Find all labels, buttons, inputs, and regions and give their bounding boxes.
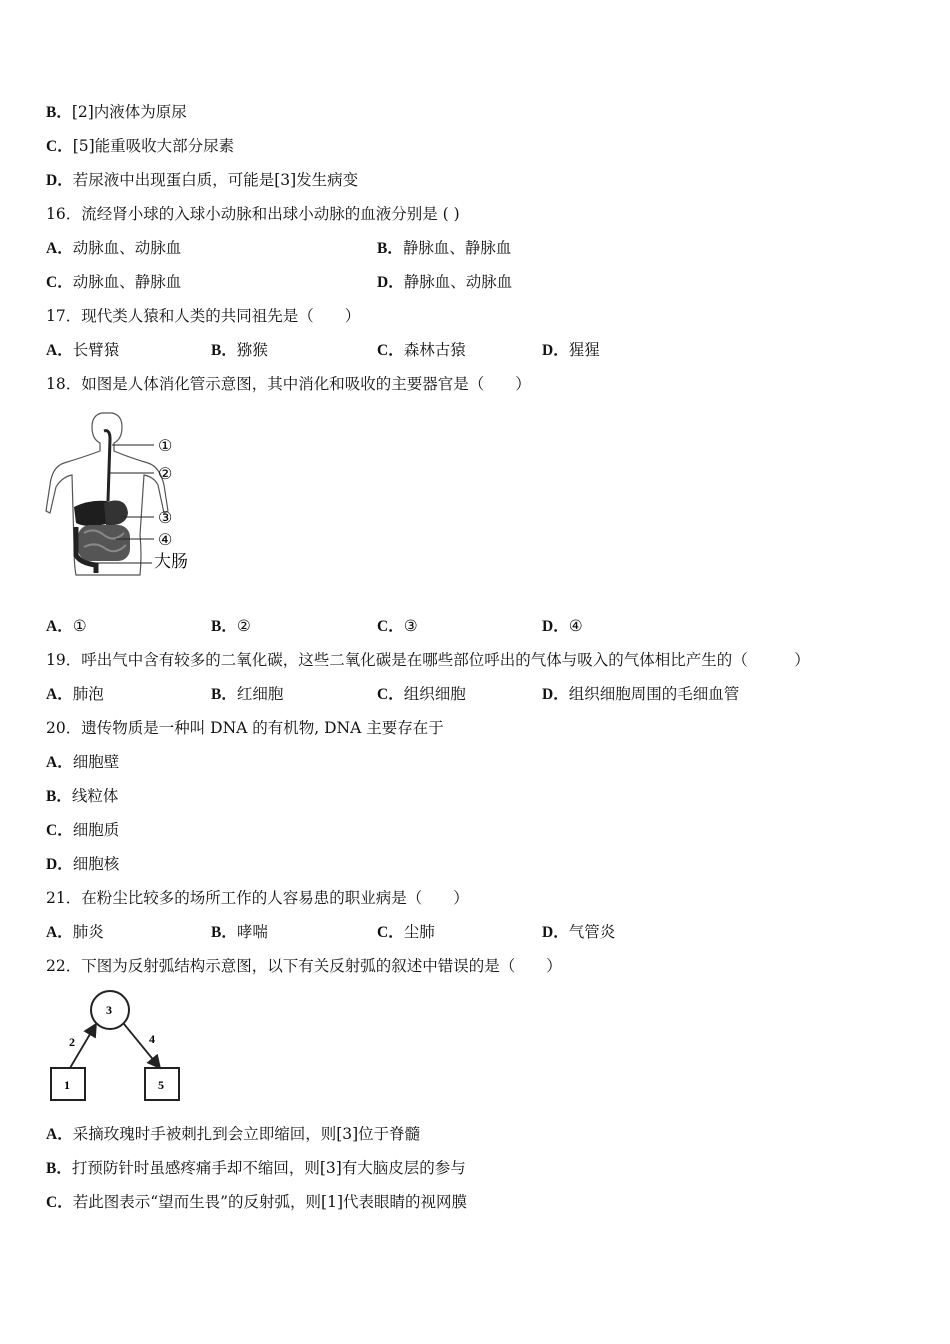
- q16-option-b: B．静脉血、静脉血: [377, 239, 512, 257]
- q15-option-b: B．[2]内液体为原尿: [46, 103, 187, 121]
- q16-stem: 16．流经肾小球的入球小动脉和出球小动脉的血液分别是 ( ): [46, 205, 460, 223]
- digestive-tract-figure: [44, 405, 204, 580]
- small-intestine: [78, 525, 130, 561]
- q15-option-c: C．[5]能重吸收大部分尿素: [46, 137, 235, 155]
- q21-option-d: D．气管炎: [542, 923, 616, 941]
- q17-stem: 17．现代类人猿和人类的共同祖先是（ ）: [46, 307, 361, 325]
- q20-option-a: A．细胞壁: [46, 753, 120, 771]
- arrow-4: [124, 1024, 160, 1068]
- q22-option-a: A．采摘玫瑰时手被刺扎到会立即缩回，则[3]位于脊髓: [46, 1125, 421, 1143]
- q21-option-a: A．肺炎: [46, 923, 104, 941]
- q21-option-c: C．尘肺: [377, 923, 435, 941]
- fig18-mark-3: ③: [158, 510, 173, 527]
- q21-stem: 21．在粉尘比较多的场所工作的人容易患的职业病是（ ）: [46, 889, 469, 907]
- q17-option-b: B．猕猴: [211, 341, 268, 359]
- q16-option-d: D．静脉血、动脉血: [377, 273, 513, 291]
- q22-stem: 22．下图为反射弧结构示意图，以下有关反射弧的叙述中错误的是（ ）: [46, 957, 562, 975]
- q15-option-d: D．若尿液中出现蛋白质，可能是[3]发生病变: [46, 171, 359, 189]
- q19-stem: 19．呼出气中含有较多的二氧化碳，这些二氧化碳是在哪些部位呼出的气体与吸入的气体相比产生的（ ）: [46, 651, 810, 669]
- q20-stem: 20．遗传物质是一种叫 DNA 的有机物, DNA 主要存在于: [46, 719, 444, 737]
- q19-option-b: B．红细胞: [211, 685, 284, 703]
- fig22-label-4: 4: [149, 1032, 155, 1046]
- fig18-mark-2: ②: [158, 466, 173, 483]
- q17-option-c: C．森林古猿: [377, 341, 466, 359]
- q16-option-a: A．动脉血、动脉血: [46, 239, 182, 257]
- q16-option-c: C．动脉血、静脉血: [46, 273, 182, 291]
- esophagus: [104, 431, 110, 501]
- stomach: [104, 501, 128, 526]
- q20-option-d: D．细胞核: [46, 855, 120, 873]
- q18-stem: 18．如图是人体消化管示意图，其中消化和吸收的主要器官是（ ）: [46, 375, 531, 393]
- q19-option-c: C．组织细胞: [377, 685, 466, 703]
- q21-option-b: B．哮喘: [211, 923, 268, 941]
- q17-option-a: A．长臂猿: [46, 341, 120, 359]
- reflex-arc-figure: [46, 988, 186, 1104]
- fig18-large-intestine-label: 大肠: [154, 552, 188, 572]
- q20-option-b: B．线粒体: [46, 787, 119, 805]
- q18-option-b: B．②: [211, 617, 251, 635]
- q19-option-a: A．肺泡: [46, 685, 104, 703]
- q18-option-c: C．③: [377, 617, 418, 635]
- q19-option-d: D．组织细胞周围的毛细血管: [542, 685, 740, 703]
- q22-option-c: C．若此图表示“望而生畏”的反射弧，则[1]代表眼睛的视网膜: [46, 1193, 468, 1211]
- q18-option-d: D．④: [542, 617, 583, 635]
- fig22-label-5: 5: [158, 1078, 164, 1092]
- fig22-label-1: 1: [64, 1078, 70, 1092]
- q22-option-b: B．打预防针时虽感疼痛手却不缩回，则[3]有大脑皮层的参与: [46, 1159, 466, 1177]
- fig22-label-2: 2: [69, 1035, 75, 1049]
- q20-option-c: C．细胞质: [46, 821, 120, 839]
- fig18-mark-4: ④: [158, 532, 173, 549]
- q18-option-a: A．①: [46, 617, 87, 635]
- fig18-mark-1: ①: [158, 438, 173, 455]
- fig22-label-3: 3: [106, 1003, 112, 1017]
- q17-option-d: D．猩猩: [542, 341, 600, 359]
